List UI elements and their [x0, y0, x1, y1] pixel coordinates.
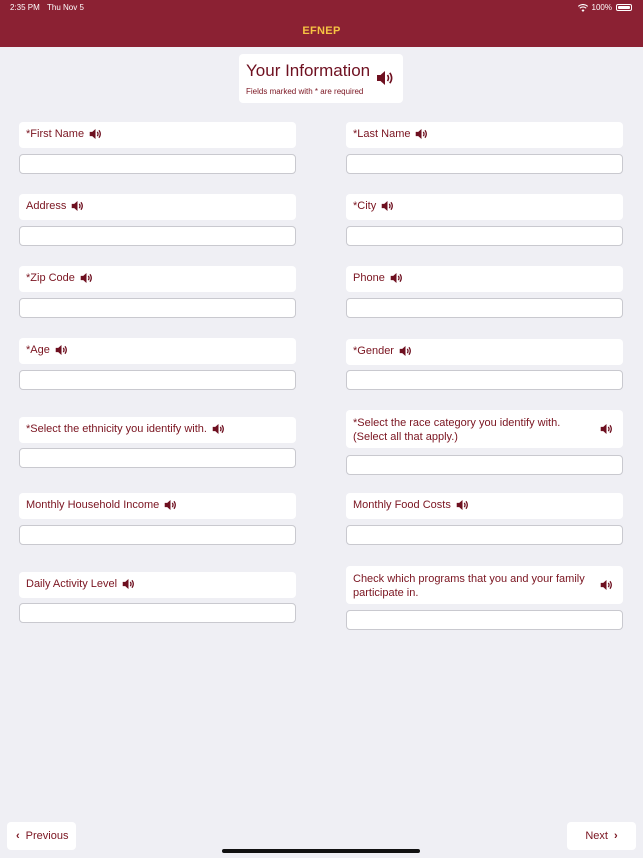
activity-label-text: Daily Activity Level [26, 578, 118, 590]
address-label-text: Address [26, 200, 67, 212]
phone-input[interactable] [346, 298, 623, 318]
next-button[interactable] [567, 822, 636, 850]
food-costs-label-text: Monthly Food Costs [353, 499, 451, 511]
ethnicity-label-text: *Select the ethnicity you identify with. [26, 423, 207, 435]
speaker-icon[interactable] [381, 200, 394, 212]
activity-input[interactable] [19, 603, 296, 623]
city-label [346, 194, 623, 220]
home-indicator[interactable] [222, 849, 420, 853]
address-label [19, 194, 296, 220]
activity-label [19, 572, 296, 598]
programs-label-text: Check which programs that you and your family participate in. [353, 573, 585, 599]
status-time: 2:35 PM [10, 3, 40, 12]
zip-code-input[interactable] [19, 298, 296, 318]
required-note: Fields marked with * are required [246, 87, 364, 96]
speaker-icon[interactable] [89, 128, 102, 140]
previous-button-label: Previous [25, 830, 69, 842]
speaker-icon[interactable] [71, 200, 84, 212]
zip-code-label-text: *Zip Code [26, 272, 75, 284]
income-input[interactable] [19, 525, 296, 545]
food-costs-input[interactable] [346, 525, 623, 545]
income-label [19, 493, 296, 519]
programs-input[interactable] [346, 610, 623, 630]
address-input[interactable] [19, 226, 296, 246]
zip-code-label [19, 266, 296, 292]
income-label-text: Monthly Household Income [26, 499, 160, 511]
speaker-icon[interactable] [55, 344, 68, 356]
heading-card [239, 54, 403, 103]
gender-input[interactable] [346, 370, 623, 390]
city-input[interactable] [346, 226, 623, 246]
battery-percent: 100% [591, 3, 612, 12]
navigation-bar [0, 16, 643, 47]
speaker-icon[interactable] [122, 578, 135, 590]
nav-title: EFNEP [302, 25, 341, 37]
speaker-icon[interactable] [376, 70, 394, 86]
age-label [19, 338, 296, 364]
age-input[interactable] [19, 370, 296, 390]
food-costs-label [346, 493, 623, 519]
speaker-icon[interactable] [80, 272, 93, 284]
speaker-icon[interactable] [600, 579, 613, 591]
gender-label-text: *Gender [353, 345, 394, 357]
race-input[interactable] [346, 455, 623, 475]
last-name-input[interactable] [346, 154, 623, 174]
first-name-input[interactable] [19, 154, 296, 174]
first-name-label-text: *First Name [26, 128, 85, 140]
race-label [346, 410, 623, 448]
speaker-icon[interactable] [399, 345, 412, 357]
programs-label [346, 566, 623, 604]
city-label-text: *City [353, 200, 377, 212]
speaker-icon[interactable] [456, 499, 469, 511]
speaker-icon[interactable] [164, 499, 177, 511]
ethnicity-input[interactable] [19, 448, 296, 468]
last-name-label-text: *Last Name [353, 128, 411, 140]
phone-label-text: Phone [353, 272, 385, 284]
first-name-label [19, 122, 296, 148]
speaker-icon[interactable] [390, 272, 403, 284]
phone-label [346, 266, 623, 292]
speaker-icon[interactable] [600, 423, 613, 435]
chevron-right-icon: › [613, 830, 618, 842]
age-label-text: *Age [26, 344, 50, 356]
speaker-icon[interactable] [415, 128, 428, 140]
status-bar [0, 0, 643, 16]
battery-icon [616, 4, 632, 11]
wifi-icon [578, 4, 588, 12]
gender-label [346, 339, 623, 365]
previous-button[interactable] [7, 822, 76, 850]
next-button-label: Next [585, 830, 608, 842]
status-right [578, 3, 632, 12]
status-date: Thu Nov 5 [47, 3, 84, 12]
speaker-icon[interactable] [212, 423, 225, 435]
ethnicity-label [19, 417, 296, 443]
last-name-label [346, 122, 623, 148]
chevron-left-icon: ‹ [16, 830, 20, 842]
race-label-text: *Select the race category you identify with. (Select all that apply.) [353, 417, 561, 443]
page-title: Your Information [246, 61, 371, 80]
